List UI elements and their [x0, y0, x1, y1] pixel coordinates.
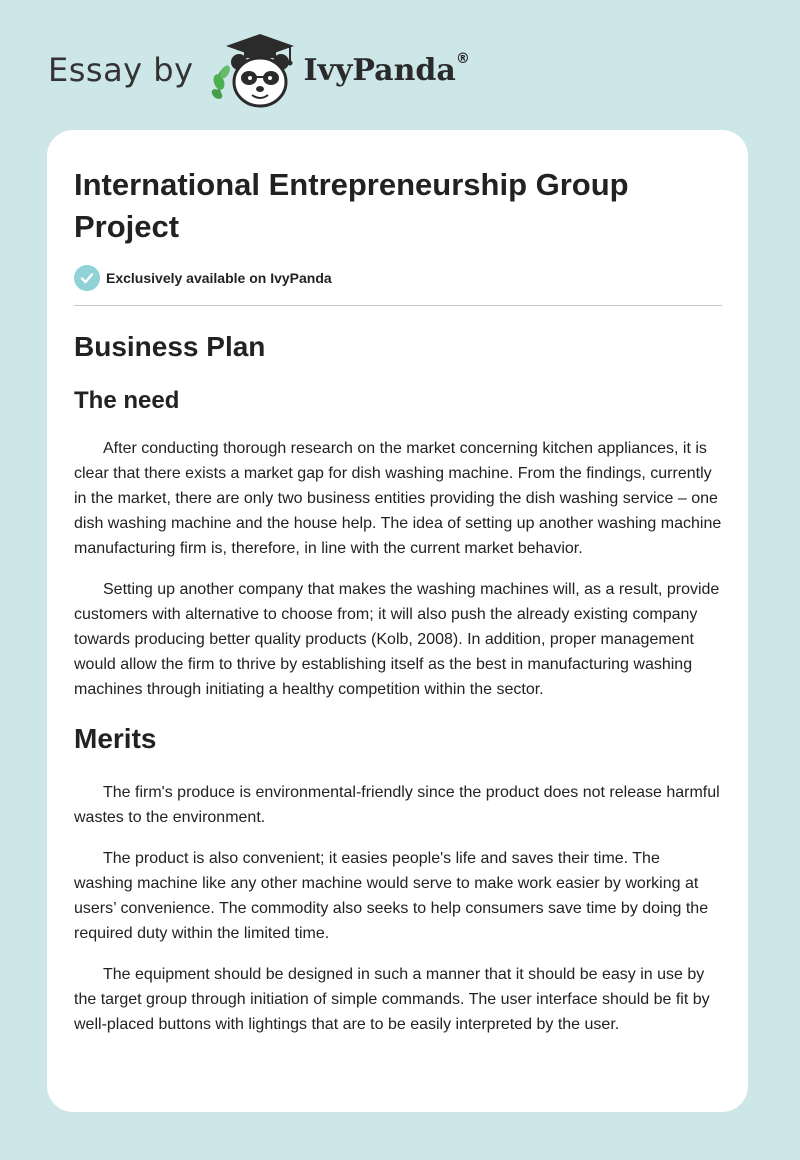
brand-name: IvyPanda®: [303, 50, 470, 88]
subheading-the-need: The need: [74, 387, 180, 414]
paragraph: The equipment should be designed in such a manner that it should be easy in use by the target group through initiation of simple commands. The user interface should be fit by well-placed buttons with lightings that are to be easily interpreted by the user.: [74, 966, 710, 1033]
paragraph: The product is also convenient; it easies people's life and saves their time. The washing machine like any other machine would serve to make work easier by working at users’ convenience. The commodity also seeks to help consumers save time by doing the required duty within the limited time.: [74, 850, 709, 942]
paragraph: After conducting thorough research on the market concerning kitchen appliances, it is clear that there exists a market gap for dish washing machine. From the findings, currently in the market, there are only two business entities providing the dish washing service – one dish washing machine and the house help. The idea of setting up another washing machine manufacturing firm is, therefore, in line with the current market behavior.: [74, 440, 722, 557]
section-heading-business-plan: Business Plan: [74, 331, 266, 362]
essay-card: [47, 130, 748, 1112]
check-circle-icon: [74, 265, 100, 291]
exclusive-badge: [74, 264, 722, 292]
paragraph: Setting up another company that makes the washing machines will, as a result, provide customers with alternative to choose from; it will also push the already existing company towards producing better quality products (Kolb, 2008). In addition, proper management would allow the firm to thrive by establishing itself as the best in manufacturing washing machines through initiating a healthy competition within the sector.: [74, 581, 720, 698]
brand-header: [48, 30, 470, 110]
brand-prefix: Essay by: [48, 51, 194, 89]
title-divider: [74, 305, 722, 306]
exclusive-label: Exclusively available on IvyPanda: [106, 270, 332, 286]
section-heading-merits: Merits: [74, 723, 157, 754]
paragraph: The firm's produce is environmental-friendly since the product does not release harmful wastes to the environment.: [74, 784, 720, 826]
registered-mark: ®: [455, 50, 470, 67]
panda-graduate-icon[interactable]: [210, 30, 302, 110]
essay-title: International Entrepreneurship Group Project: [74, 167, 629, 244]
